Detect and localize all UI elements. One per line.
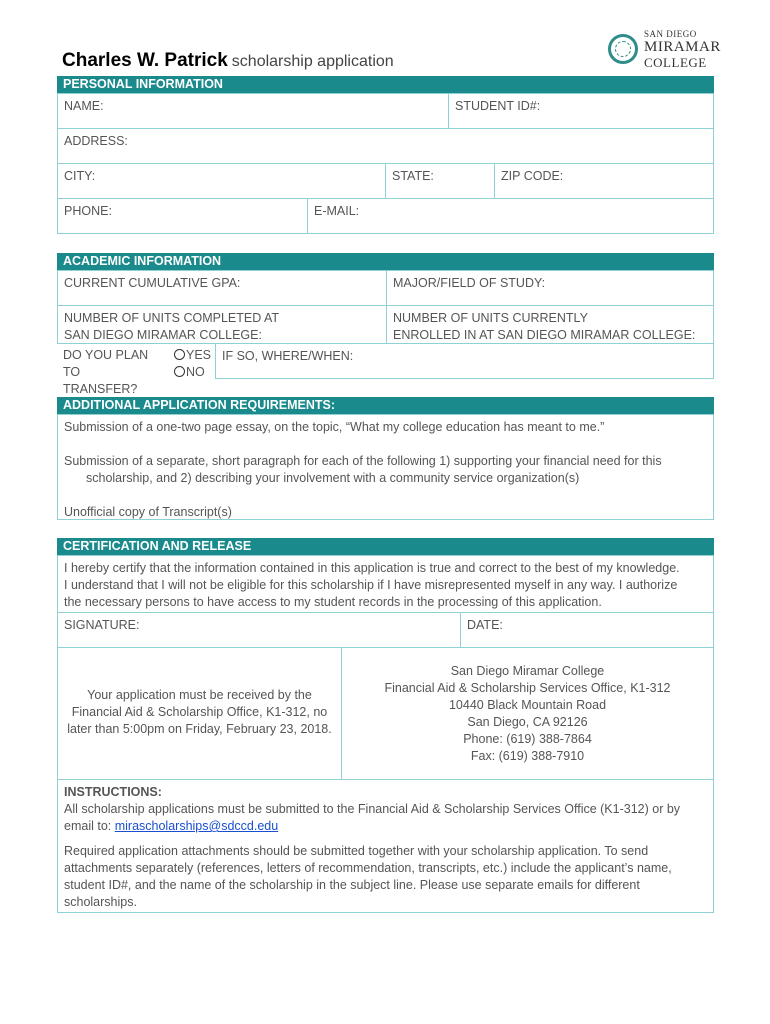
certification-line-3: the necessary persons to have access to my student records in the processing of this application. — [64, 595, 602, 609]
yes-label: YES — [186, 348, 212, 362]
date-field[interactable] — [460, 612, 714, 648]
units-completed-field[interactable] — [57, 305, 387, 344]
logo-line-2: MIRAMAR — [644, 39, 721, 55]
zip-code-field[interactable] — [494, 163, 714, 199]
requirements-header: ADDITIONAL APPLICATION REQUIREMENTS: — [57, 397, 714, 414]
deadline-line-3: later than 5:00pm on Friday, February 23, 2018. — [67, 722, 332, 736]
student-id-field[interactable] — [448, 93, 714, 129]
yes-radio-icon[interactable] — [174, 349, 185, 360]
address-line-5: Phone: (619) 388-7864 — [463, 732, 592, 746]
signature-field[interactable] — [57, 612, 461, 648]
college-logo — [606, 26, 721, 72]
major-label: MAJOR/FIELD OF STUDY: — [393, 276, 546, 290]
deadline-notice — [57, 647, 342, 780]
personal-info-header: PERSONAL INFORMATION — [57, 76, 714, 93]
address-line-1: San Diego Miramar College — [450, 664, 605, 678]
requirements-box — [57, 414, 714, 520]
email-field[interactable] — [307, 198, 714, 234]
name-label: NAME: — [64, 99, 104, 113]
page-subtitle: scholarship application — [231, 53, 394, 70]
applicant-name: Charles W. Patrick — [62, 50, 228, 71]
units-completed-label-1: NUMBER OF UNITS COMPLETED AT — [64, 311, 280, 325]
page-title — [62, 50, 394, 72]
address-field[interactable] — [57, 128, 714, 164]
deadline-line-1: Your application must be received by the — [87, 688, 312, 702]
instructions-title: INSTRUCTIONS: — [64, 785, 162, 799]
signature-label: SIGNATURE: — [64, 618, 140, 632]
city-label: CITY: — [64, 169, 96, 183]
zip-code-label: ZIP CODE: — [501, 169, 564, 183]
address-line-2: Financial Aid & Scholarship Services Office, K1-312 — [384, 681, 671, 695]
logo-line-3: COLLEGE — [644, 55, 707, 70]
instructions-p2-line2: attachments separately (references, letters of recommendation, transcripts, etc.) include the applicant’s name, — [64, 861, 672, 875]
logo-line-1: SAN DIEGO — [644, 29, 697, 39]
state-field[interactable] — [385, 163, 495, 199]
units-enrolled-label-1: NUMBER OF UNITS CURRENTLY — [393, 311, 588, 325]
units-enrolled-field[interactable] — [386, 305, 714, 344]
certification-statement — [57, 555, 714, 613]
requirement-paragraph-1: Submission of a separate, short paragraph for each of the following 1) supporting your financial need for this — [64, 454, 662, 468]
transfer-question — [57, 343, 167, 396]
address-line-6: Fax: (619) 388-7910 — [470, 749, 585, 763]
certification-header: CERTIFICATION AND RELEASE — [57, 538, 714, 555]
college-seal-icon — [608, 34, 638, 64]
requirement-paragraph-2: scholarship, and 2) describing your involvement with a community service organization(s) — [86, 471, 580, 485]
instructions-p1-line1: All scholarship applications must be submitted to the Financial Aid & Scholarship Services Office (K1-312) or by — [64, 802, 681, 816]
state-label: STATE: — [392, 169, 434, 183]
transfer-no-option[interactable] — [174, 364, 211, 381]
instructions-p2-line1: Required application attachments should be submitted together with your scholarship application. To send — [64, 844, 649, 858]
address-line-3: 10440 Black Mountain Road — [448, 698, 607, 712]
email-label: E-MAIL: — [314, 204, 360, 218]
student-id-label: STUDENT ID#: — [455, 99, 541, 113]
gpa-label: CURRENT CUMULATIVE GPA: — [64, 276, 241, 290]
name-field[interactable] — [57, 93, 449, 129]
city-field[interactable] — [57, 163, 386, 199]
academic-info-header: ACADEMIC INFORMATION — [57, 253, 714, 270]
gpa-field[interactable] — [57, 270, 387, 306]
instructions-box — [57, 779, 714, 913]
no-label: NO — [186, 365, 205, 379]
requirement-transcript: Unofficial copy of Transcript(s) — [64, 505, 232, 519]
certification-line-2: I understand that I will not be eligible for this scholarship if I have misrepresented myself in any way. I authorize — [64, 578, 678, 592]
units-completed-label-2: SAN DIEGO MIRAMAR COLLEGE: — [64, 328, 262, 342]
instructions-p2-line3: student ID#, and the name of the scholarship in the subject line. Please use separate emails for different — [64, 878, 640, 892]
email-prefix: email to: — [64, 819, 115, 833]
where-label: IF SO, WHERE/WHEN: — [222, 349, 354, 363]
major-field[interactable] — [386, 270, 714, 306]
date-label: DATE: — [467, 618, 503, 632]
transfer-label-1: DO YOU PLAN TO — [63, 348, 149, 379]
instructions-p1-line2 — [64, 818, 707, 835]
deadline-line-2: Financial Aid & Scholarship Office, K1-312, no — [71, 705, 328, 719]
transfer-label-2: TRANSFER? — [63, 382, 138, 396]
phone-label: PHONE: — [64, 204, 112, 218]
office-address — [341, 647, 714, 780]
scholarship-email-link[interactable]: mirascholarships@sdccd.edu — [114, 819, 279, 833]
no-radio-icon[interactable] — [174, 366, 185, 377]
phone-field[interactable] — [57, 198, 308, 234]
transfer-yes-option[interactable] — [174, 347, 211, 364]
address-label: ADDRESS: — [64, 134, 128, 148]
transfer-options — [174, 347, 211, 381]
units-enrolled-label-2: ENROLLED IN AT SAN DIEGO MIRAMAR COLLEGE: — [393, 328, 696, 342]
transfer-where-field[interactable] — [215, 343, 714, 379]
address-line-4: San Diego, CA 92126 — [467, 715, 588, 729]
certification-line-1: I hereby certify that the information contained in this application is true and correct to the best of my knowledge. — [64, 561, 680, 575]
requirement-essay: Submission of a one-two page essay, on the topic, “What my college education has meant to me.” — [64, 420, 605, 434]
instructions-p2-line4: scholarships. — [64, 895, 137, 909]
